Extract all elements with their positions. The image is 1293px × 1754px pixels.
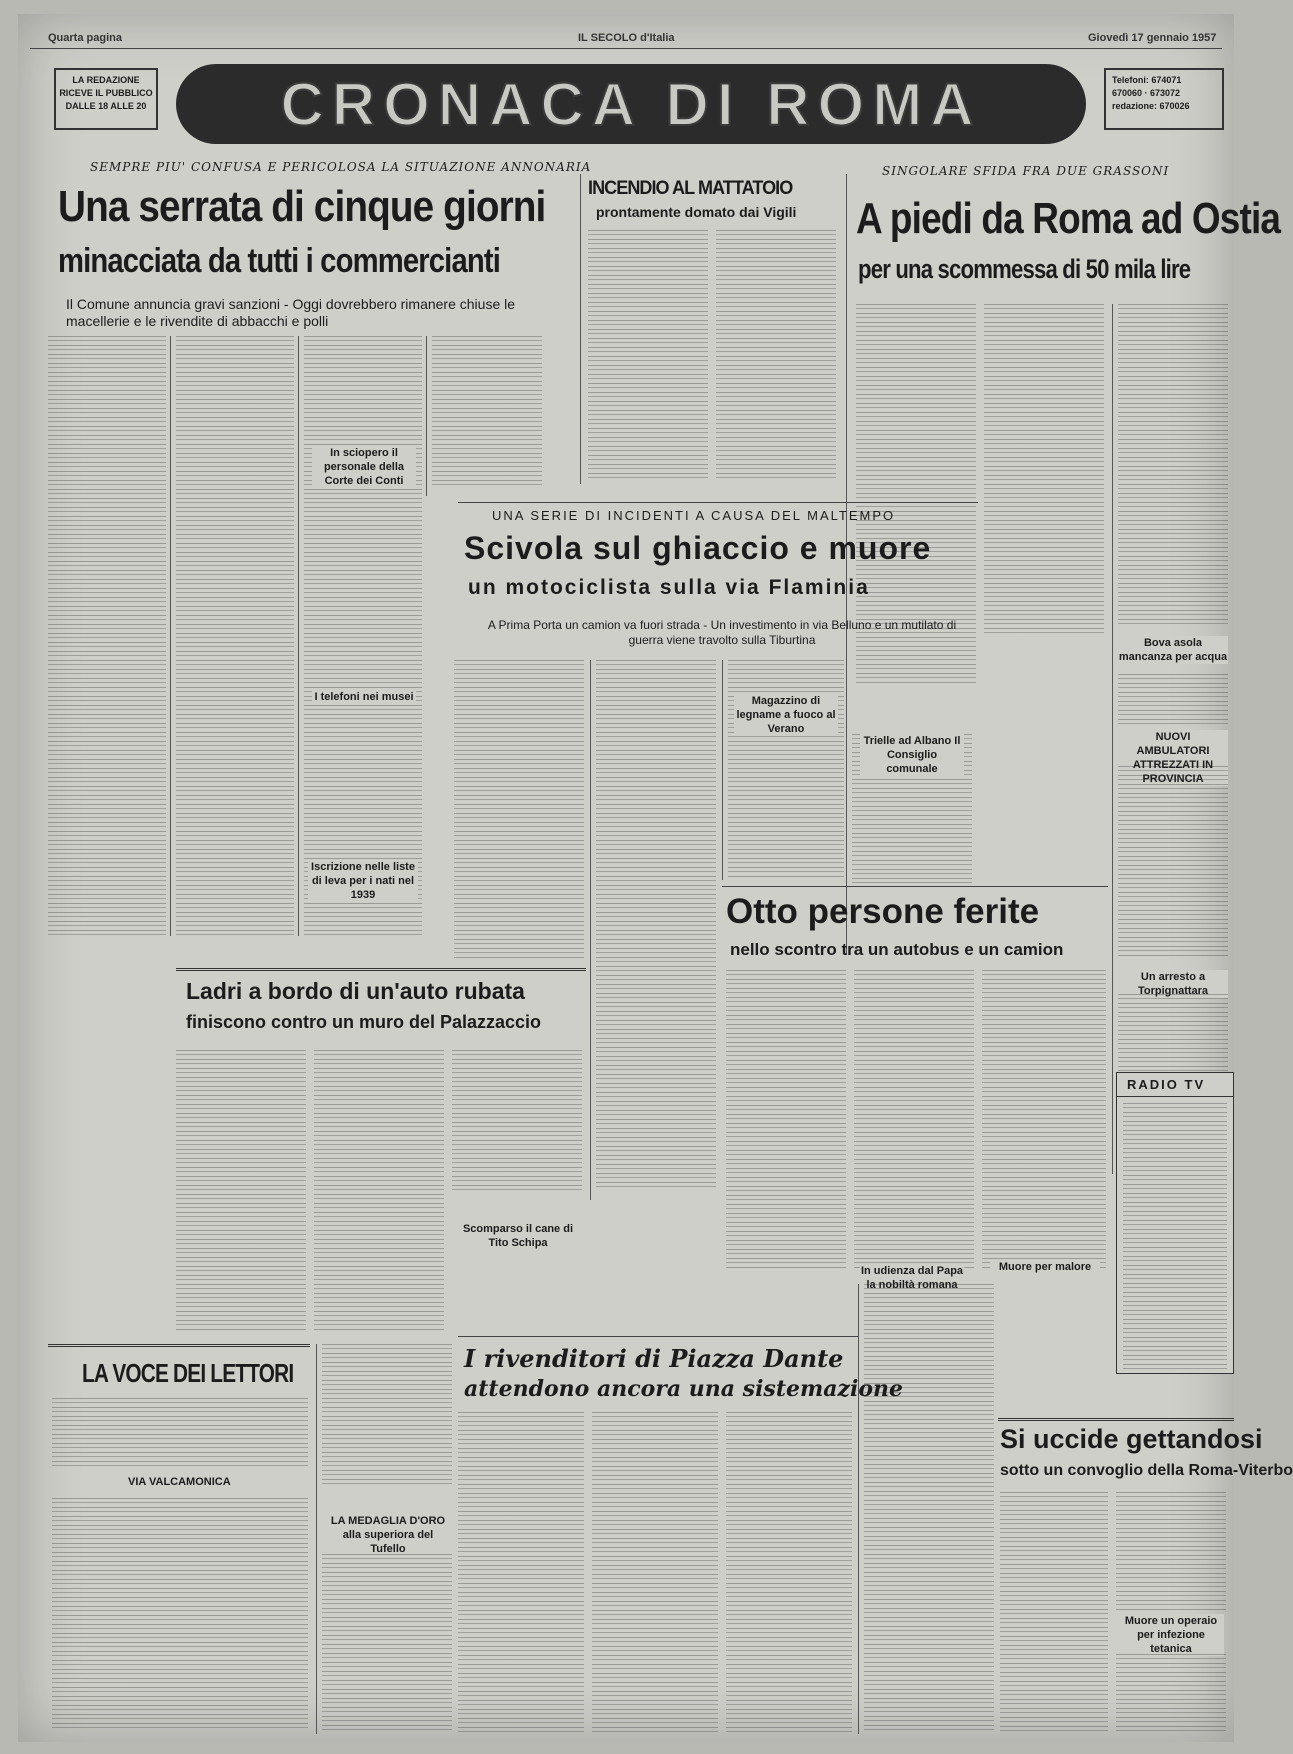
folio-date: Giovedì 17 gennaio 1957 (1088, 32, 1217, 44)
voce-subhead: VIA VALCAMONICA (128, 1476, 231, 1488)
ghiaccio-headline-2: un motociclista sulla via Flaminia (468, 576, 870, 599)
dante-top-rule (458, 1336, 858, 1337)
dante-text-col-1 (458, 1412, 584, 1732)
brief-malore: Muore per malore (990, 1260, 1100, 1274)
ostia-text-col-2 (984, 304, 1104, 634)
newspaper-page (18, 14, 1293, 1742)
col-rule (580, 174, 581, 484)
brief-papa: In udienza dal Papa la nobiltà romana (860, 1265, 964, 1291)
office-hours-box: LA REDAZIONE RICEVE IL PUBBLICO DALLE 18 ALLE 20 (54, 68, 158, 130)
uccide-headline: Si uccide gettandosi (1000, 1424, 1263, 1454)
uccide-text-col-1 (1000, 1492, 1108, 1732)
col-rule (1112, 304, 1113, 1174)
incendio-text-col-2 (716, 230, 836, 480)
ostia-headline: A piedi da Roma ad Ostia (856, 194, 1281, 243)
masthead-title: CRONACA DI ROMA (280, 70, 982, 138)
voce-intro-text (52, 1398, 308, 1468)
radio-tv-box (1116, 1072, 1234, 1374)
otto-headline: Otto persone ferite (726, 892, 1040, 931)
col-rule (722, 660, 723, 880)
ostia-headline-2: per una scommessa di 50 mila lire (858, 254, 1191, 284)
phone-line-1: Telefoni: 674071 (1112, 75, 1182, 85)
incendio-text-col-1 (588, 230, 708, 480)
ladri-top-rule (176, 968, 586, 971)
ladri-text-col-3 (452, 1050, 582, 1190)
serrata-text-col-1 (48, 336, 166, 936)
ghiaccio-text-col-3 (728, 660, 844, 880)
ghiaccio-subhead: A Prima Porta un camion va fuori strada - Un investimento in via Belluno e un mutilato di guerra viene travolto sulla Tiburtina (487, 618, 957, 647)
ostia-text-col-3 (1118, 304, 1228, 624)
voce-headline: LA VOCE DEI LETTORI (82, 1358, 294, 1388)
otto-text-col-1 (726, 970, 846, 1270)
radio-tv-listings (1123, 1103, 1227, 1373)
serrata-subhead: Il Comune annuncia gravi sanzioni - Oggi dovrebbero rimanere chiuse le macellerie e le rivendite di abbacchi e polli (66, 296, 516, 329)
dante-headline: I rivenditori di Piazza Dante (464, 1344, 844, 1373)
ghiaccio-kicker: UNA SERIE DI INCIDENTI A CAUSA DEL MALTEMPO (492, 508, 896, 523)
incendio-headline: INCENDIO AL MATTATOIO (588, 178, 793, 199)
section-masthead (176, 64, 1086, 144)
acqua-text (1118, 674, 1228, 724)
uccide-text-col-2 (1116, 1492, 1226, 1612)
dante-text-col-2 (592, 1412, 718, 1732)
ghiaccio-headline: Scivola sul ghiaccio e muore (464, 530, 932, 566)
brief-albano: Trielle ad Albano Il Consiglio comunale (860, 734, 964, 776)
otto-text-col-2 (854, 970, 974, 1270)
col-rule (316, 1344, 317, 1734)
radio-tv-title: RADIO TV (1117, 1073, 1233, 1097)
phone-line-2: 670060 · 673072 (1112, 88, 1181, 98)
otto-text-col-3 (982, 970, 1106, 1270)
serrata-text-col-2 (176, 336, 294, 936)
brief-muore-infezione: Muore un operaio per infezione tetanica (1118, 1614, 1224, 1656)
folio-rule (30, 48, 1222, 49)
dante-text-col-3 (726, 1412, 852, 1732)
otto-top-rule (722, 886, 1108, 887)
brief-medaglia: LA MEDAGLIA D'ORO alla superiora del Tufello (324, 1514, 452, 1556)
serrata-headline-2: minacciata da tutti i commercianti (58, 242, 500, 280)
brief-telefoni-musei: I telefoni nei musei (312, 690, 416, 704)
brief-acqua: Bova asola mancanza per acqua (1118, 637, 1228, 663)
brief-schipa: Scomparso il cane di Tito Schipa (458, 1222, 578, 1250)
medaglia-text-top (322, 1344, 452, 1484)
serrata-text-col-4 (432, 336, 542, 486)
ladri-headline: Ladri a bordo di un'auto rubata (186, 978, 525, 1004)
col-rule (858, 1284, 859, 1734)
col-rule (170, 336, 171, 936)
voce-top-rule (48, 1344, 310, 1347)
brief-torpignattara: Un arresto a Torpignattara (1118, 970, 1228, 998)
brief-leva: Iscrizione nelle liste di leva per i nati nel 1939 (308, 860, 418, 902)
ladri-text-col-2 (314, 1050, 444, 1330)
uccide-headline-2: sotto un convoglio della Roma-Viterbo (1000, 1462, 1293, 1479)
ghiaccio-text-col-2 (596, 660, 716, 1190)
brief-corte-conti: In sciopero il personale della Corte dei Conti (312, 446, 416, 488)
torpignattara-text (1118, 994, 1228, 1084)
serrata-text-col-3 (304, 336, 422, 936)
otto-headline-2: nello scontro tra un autobus e un camion (730, 940, 1064, 959)
folio-center: IL SECOLO d'Italia (578, 32, 675, 44)
col-rule (298, 336, 299, 936)
ladri-text-col-1 (176, 1050, 306, 1330)
ostia-kicker: SINGOLARE SFIDA FRA DUE GRASSONI (882, 164, 1170, 178)
serrata-headline: Una serrata di cinque giorni (58, 182, 546, 231)
col-rule (426, 336, 427, 496)
serrata-kicker: SEMPRE PIU' CONFUSA E PERICOLOSA LA SITUAZIONE ANNONARIA (90, 160, 592, 174)
phone-line-3: redazione: 670026 (1112, 101, 1190, 111)
folio-left: Quarta pagina (48, 32, 122, 44)
brief-ambulatori: NUOVI AMBULATORI ATTREZZATI IN PROVINCIA (1118, 730, 1228, 786)
incendio-subhead: prontamente domato dai Vigili (596, 204, 797, 220)
uccide-top-rule (998, 1418, 1234, 1421)
ladri-headline-2: finiscono contro un muro del Palazzaccio (186, 1012, 542, 1032)
dante-headline-2: attendono ancora una sistemazione (464, 1376, 904, 1402)
brief-magazzino: Magazzino di legname a fuoco al Verano (734, 694, 838, 736)
dante-side-text (864, 1284, 994, 1732)
ghiaccio-text-col-1 (454, 660, 584, 960)
infezione-text (1116, 1654, 1226, 1732)
voce-text (52, 1498, 308, 1728)
ghiaccio-top-rule (458, 502, 978, 503)
col-rule (590, 660, 591, 1200)
phone-box (1104, 68, 1224, 130)
ambulatori-text (1118, 766, 1228, 956)
medaglia-text (322, 1554, 452, 1730)
